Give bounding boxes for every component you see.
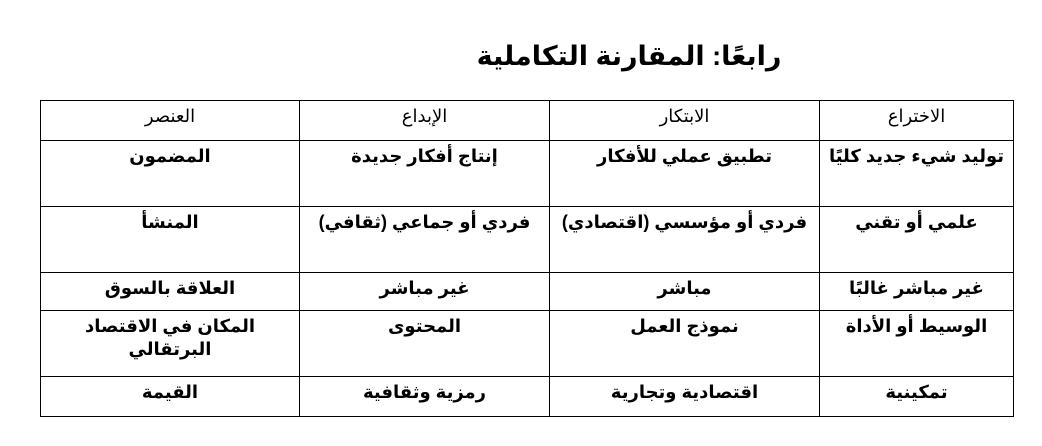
header-cell-invention: الاختراع bbox=[820, 101, 1014, 141]
document-title: رابعًا: المقارنة التكاملية bbox=[476, 41, 782, 71]
table-cell: توليد شيء جديد كليًا bbox=[820, 141, 1014, 207]
table-cell: اقتصادية وتجارية bbox=[550, 377, 820, 417]
table-header-row bbox=[41, 101, 1014, 141]
header-cell-element: العنصر bbox=[41, 101, 300, 141]
table-cell: علمي أو تقني bbox=[820, 207, 1014, 273]
table-cell: إنتاج أفكار جديدة bbox=[300, 141, 550, 207]
table-cell: المحتوى bbox=[300, 311, 550, 377]
table-cell: مباشر bbox=[550, 273, 820, 311]
table-row bbox=[41, 273, 1014, 311]
table-cell: غير مباشر غالبًا bbox=[820, 273, 1014, 311]
table-row bbox=[41, 311, 1014, 377]
table-cell: غير مباشر bbox=[300, 273, 550, 311]
table-cell: المنشأ bbox=[41, 207, 300, 273]
table-cell: المضمون bbox=[41, 141, 300, 207]
table-cell: المكان في الاقتصاد البرتقالي bbox=[41, 311, 300, 377]
table-row bbox=[41, 377, 1014, 417]
table-cell: الوسيط أو الأداة bbox=[820, 311, 1014, 377]
table-cell: فردي أو مؤسسي (اقتصادي) bbox=[550, 207, 820, 273]
table-cell: رمزية وثقافية bbox=[300, 377, 550, 417]
table-row bbox=[41, 207, 1014, 273]
table-cell: العلاقة بالسوق bbox=[41, 273, 300, 311]
comparison-table bbox=[40, 100, 1014, 417]
table-cell: فردي أو جماعي (ثقافي) bbox=[300, 207, 550, 273]
table-cell: القيمة bbox=[41, 377, 300, 417]
table-row bbox=[41, 141, 1014, 207]
table-cell: نموذج العمل bbox=[550, 311, 820, 377]
table-cell: تمكينية bbox=[820, 377, 1014, 417]
header-cell-innovation: الابتكار bbox=[550, 101, 820, 141]
header-cell-creativity: الإبداع bbox=[300, 101, 550, 141]
table-cell: تطبيق عملي للأفكار bbox=[550, 141, 820, 207]
